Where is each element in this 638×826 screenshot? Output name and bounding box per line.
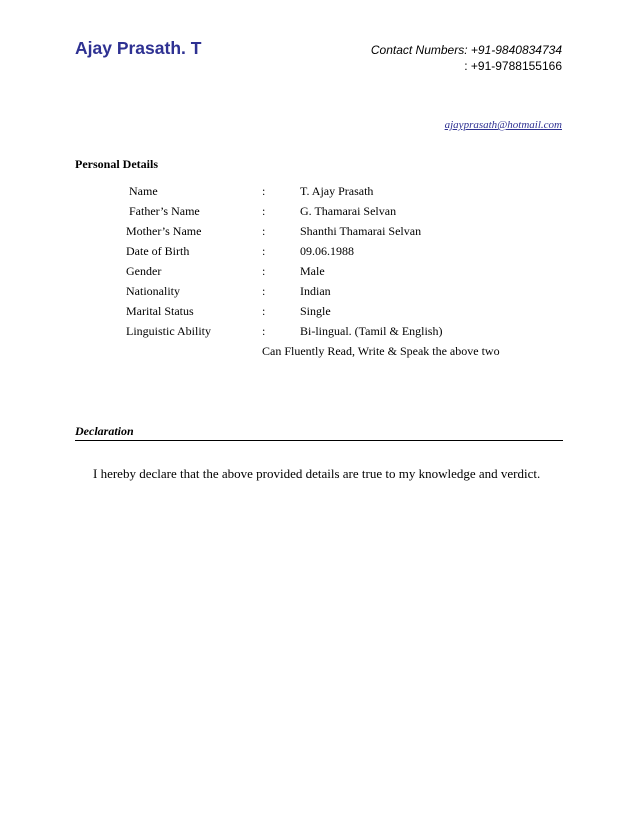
- detail-separator: :: [262, 324, 266, 338]
- detail-label: Marital Status: [126, 304, 194, 318]
- contact-number-secondary: : +91-9788155166: [464, 59, 562, 73]
- detail-value: Shanthi Thamarai Selvan: [300, 224, 422, 238]
- detail-value: G. Thamarai Selvan: [300, 204, 397, 218]
- detail-label: Gender: [126, 264, 162, 278]
- detail-value: Male: [300, 264, 325, 278]
- contact-numbers: [371, 42, 562, 74]
- declaration-heading: Declaration: [75, 424, 563, 441]
- detail-value: Bi-lingual. (Tamil & English): [300, 324, 443, 338]
- detail-label: Mother’s Name: [126, 224, 202, 238]
- contact-number-primary: Contact Numbers: +91-9840834734: [370, 43, 562, 57]
- detail-value: T. Ajay Prasath: [300, 184, 374, 198]
- personal-details-heading: Personal Details: [75, 157, 158, 171]
- candidate-name: Ajay Prasath. T: [75, 38, 202, 58]
- detail-separator: :: [262, 204, 266, 218]
- linguistic-note: Can Fluently Read, Write & Speak the above two: [262, 344, 500, 358]
- detail-value: Indian: [300, 284, 331, 298]
- detail-label: Father’s Name: [126, 204, 200, 218]
- detail-label: Nationality: [126, 284, 180, 298]
- detail-separator: :: [262, 224, 266, 238]
- detail-label: Linguistic Ability: [126, 324, 212, 338]
- detail-label: Date of Birth: [126, 244, 190, 258]
- detail-separator: :: [262, 264, 266, 278]
- detail-label: Name: [126, 184, 158, 198]
- detail-separator: :: [262, 304, 266, 318]
- detail-separator: :: [262, 244, 266, 258]
- detail-value: 09.06.1988: [300, 244, 354, 258]
- detail-value: Single: [300, 304, 331, 318]
- detail-separator: :: [262, 184, 266, 198]
- email-link[interactable]: ajayprasath@hotmail.com: [444, 119, 562, 131]
- detail-separator: :: [262, 284, 266, 298]
- declaration-text: I hereby declare that the above provided details are true to my knowledge and verdict.: [93, 466, 541, 481]
